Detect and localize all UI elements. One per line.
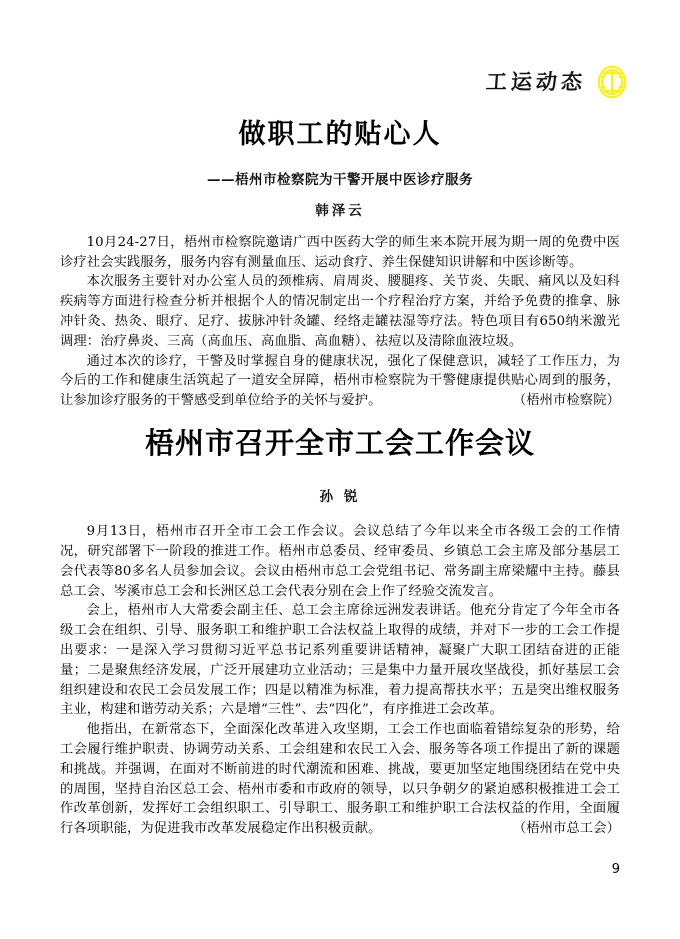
article-attribution: （梧州市总工会） <box>512 821 620 837</box>
paragraph <box>60 352 620 411</box>
article-second <box>60 425 620 839</box>
page-number: 9 <box>611 862 620 877</box>
paragraph-text: 他指出，在新常态下，全面深化改革进入攻坚期，工会工作也面临着错综复杂的形势，给工会履行维护职责、协调劳动关系、工会组建和农民工入会、服务等各项工作提出了新的课题和挑战。并强调，在面对不断前进的时代潮流和困难、挑战，要更加坚定地围绕团结在党中央的周围，坚持自治区总工会、梧州市委和市政府的领导，以只争朝夕的紧迫感积极推进工会工作改革创新，发挥好工会组织职工、引导职工、服务职工和维护职工合法权益的作用，全面履行各项职能，为促进我市改革发展稳定作出积极贡献。 <box>60 722 620 837</box>
article-byline: 韩泽云 <box>315 202 365 219</box>
article-byline: 孙 锐 <box>319 489 361 506</box>
masthead <box>486 62 632 102</box>
paragraph: 本次服务主要针对办公室人员的颈椎病、肩周炎、腰腿疼、关节炎、失眠、痛风以及妇科疾病等方面进行检查分析并根据个人的情况制定出一个疗程治疗方案，并给予免费的推拿、脉冲针灸、热灸、眼疗、足疗、拔脉冲针灸罐、经络走罐祛湿等疗法。特色项目有650纳米激光调理：治疗鼻炎、三高（高血压、高血脂、高血糖）、祛痘以及清除血液垃圾。 <box>60 274 620 349</box>
article-title: 梧州市召开全市工会工作会议 <box>144 426 535 460</box>
paragraph: 会上，梧州市人大常委会副主任、总工会主席徐远洲发表讲话。他充分肯定了今年全市各级工会在组织、引导、服务职工和维护职工合法权益上取得的成绩，并对下一步的工会工作提出要求：一是深入学习贯彻习近平总书记系列重要讲话精神，凝聚广大职工团结奋进的正能量；二是聚焦经济发展，广泛开展建功立业活动；三是集中力量开展攻坚战役，抓好基层工会组织建设和农民工会员发展工作；四是以精准为标准，着力提高帮扶水平；五是突出维权服务主业，构建和谐劳动关系；六是增“三性”、去“四化”，有序推进工会改革。 <box>60 603 620 718</box>
article-title: 做职工的贴心人 <box>238 119 442 150</box>
paragraph-text: 通过本次的诊疗，干警及时掌握自身的健康状况，强化了保健意识，减轻了工作压力，为今后的工作和健康生活筑起了一道安全屏障，梧州市检察院为干警健康提供贴心周到的服务，让参加诊疗服务的干警感受到单位给予的关怀与爱护。 <box>60 353 620 409</box>
article-subtitle: ——梧州市检察院为干警开展中医诊疗服务 <box>207 171 473 188</box>
paragraph: 10月24-27日，梧州市检察院邀请广西中医药大学的师生来本院开展为期一周的免费中医诊疗社会实践服务，服务内容有测量血压、运动食疗、养生保健知识讲解和中医诊断等。 <box>60 234 620 270</box>
article-first <box>60 118 620 411</box>
acftu-union-emblem-icon <box>592 62 632 102</box>
article-attribution: （梧州市检察院） <box>512 393 620 409</box>
paragraph: 9月13日，梧州市召开全市工会工作会议。会议总结了今年以来全市各级工会的工作情况，研究部署下一阶段的推进工作。梧州市总委员、经审委员、乡镇总工会主席及部分基层工会代表等80多名人员参加会议。会议由梧州市总工会党组书记、常务副主席梁耀中主持。藤县总工会、岑溪市总工会和长洲区总工会代表分别在会上作了经验交流发言。 <box>60 524 620 599</box>
paragraph <box>60 720 620 839</box>
article-body <box>60 233 620 411</box>
masthead-title: 工运动态 <box>485 69 587 94</box>
article-body <box>60 522 620 839</box>
